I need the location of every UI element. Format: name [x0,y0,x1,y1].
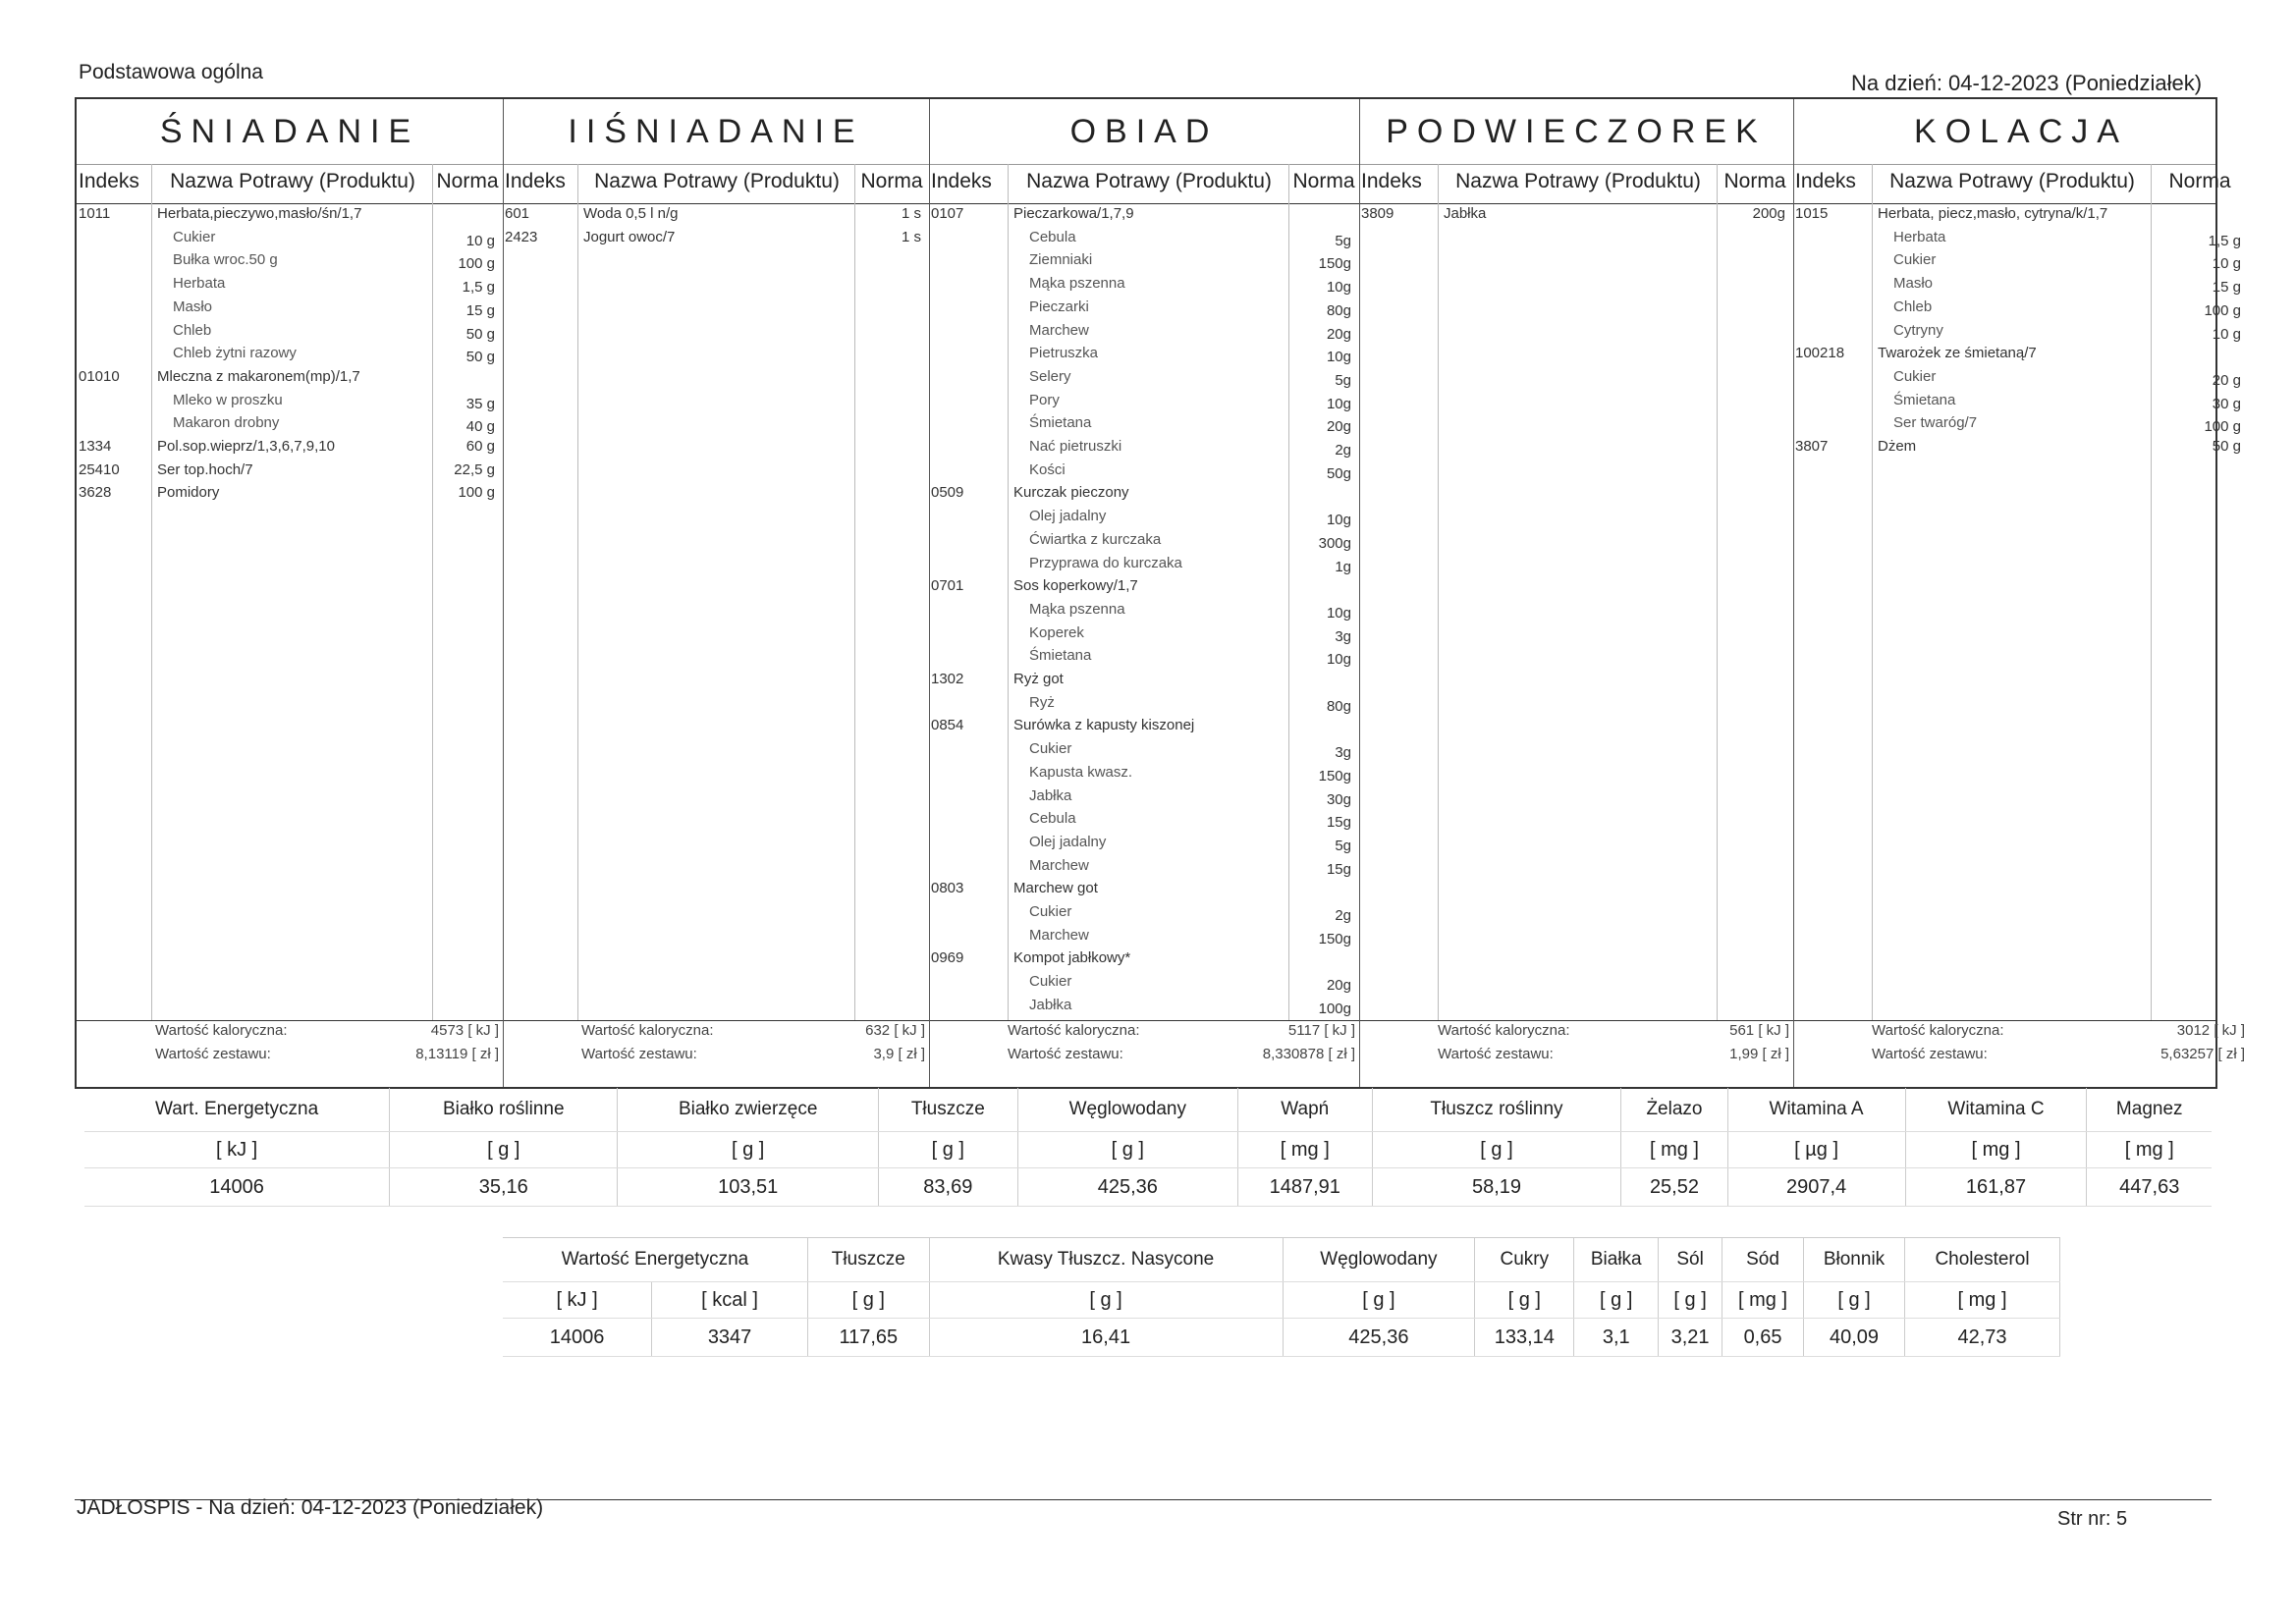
nutrient-value: 14006 [84,1168,390,1207]
nutrient-unit: [ g ] [1017,1132,1237,1168]
row-index: 25410 [79,460,120,478]
nutrient-header: Sól [1659,1238,1722,1282]
dish-norm: 2g [1335,442,1351,459]
dish-name: Marchew got [1013,880,1098,897]
nutrient-header: Cukry [1475,1238,1574,1282]
col-header-index: Indeks [505,170,566,192]
nutrient-header: Białko zwierzęce [618,1088,879,1132]
cost-value: 8,13119 [ zł ] [415,1046,499,1062]
nutrient-header: Żelazo [1621,1088,1727,1132]
col-header-index: Indeks [79,170,139,192]
dish-name: Bułka wroc.50 g [173,251,278,269]
nutrient-unit: [ g ] [1475,1282,1574,1319]
kcal-label: Wartość kaloryczna: [155,1022,288,1039]
dish-name: Herbata, piecz,masło, cytryna/k/1,7 [1878,205,2108,222]
dish-name: Marchew [1029,926,1089,944]
nutrient-unit: [ mg ] [1237,1132,1372,1168]
dish-name: Ryż got [1013,671,1064,687]
dish-name: Cukier [1029,973,1072,991]
dish-norm: 5g [1335,837,1351,854]
nutrient-header: Wapń [1237,1088,1372,1132]
dish-name: Makaron drobny [173,414,280,432]
page-number: Str nr: 5 [2057,1508,2128,1530]
row-index: 1015 [1795,205,1829,222]
nutrient-unit: [ mg ] [1722,1282,1804,1319]
col-header-norm: Norma [2168,170,2231,192]
cost-value: 3,9 [ zł ] [873,1046,925,1062]
col-header-index: Indeks [1795,170,1856,192]
dish-name: Pol.sop.wieprz/1,3,6,7,9,10 [157,438,335,455]
nutrient-unit: [ g ] [1804,1282,1905,1319]
dish-name: Cukier [1029,903,1072,920]
nutrient-value: 425,36 [1017,1168,1237,1207]
col-header-name: Nazwa Potrawy (Produktu) [1889,170,2135,192]
nutrient-unit: [ g ] [390,1132,618,1168]
dish-norm: 1,5 g [2208,232,2241,249]
row-index: 0107 [931,205,964,222]
row-index: 0969 [931,949,964,967]
kcal-label: Wartość kaloryczna: [1872,1022,2004,1039]
kcal-label: Wartość kaloryczna: [1008,1022,1140,1039]
col-header-norm: Norma [860,170,923,192]
report-date: Na dzień: 04-12-2023 (Poniedziałek) [1851,71,2203,95]
dish-name: Jabłka [1029,786,1072,804]
energy-header: Wartość Energetyczna [503,1238,808,1282]
nutrient-value: 16,41 [929,1319,1283,1357]
dish-name: Chleb żytni razowy [173,345,297,362]
dish-name: Dżem [1878,438,1917,455]
dish-name: Ćwiartka z kurczaka [1029,530,1162,548]
nutrient-value: 2907,4 [1727,1168,1905,1207]
dish-name: Cukier [1029,740,1072,758]
nutrient-unit: [ g ] [1574,1282,1659,1319]
dish-norm: 30g [1326,790,1351,808]
col-header-name: Nazwa Potrawy (Produktu) [1455,170,1701,192]
dish-norm: 80g [1326,301,1351,319]
report-type: Podstawowa ogólna [79,61,263,83]
dish-name: Koperek [1029,623,1084,641]
nutrient-value: 83,69 [879,1168,1018,1207]
kcal-value: 5117 [ kJ ] [1287,1022,1355,1039]
nutrient-unit: [ mg ] [1621,1132,1727,1168]
dish-name: Woda 0,5 l n/g [583,205,679,222]
nutrients-table-1 [84,1088,2212,1207]
dish-name: Chleb [1893,298,1933,315]
nutrients-table-2 [503,1237,2060,1357]
nutrient-value: 425,36 [1283,1319,1475,1357]
dish-name: Pietruszka [1029,345,1099,362]
nutrient-value: 25,52 [1621,1168,1727,1207]
dish-norm: 15 g [465,301,495,319]
nutrient-value: 40,09 [1804,1319,1905,1357]
nutrient-unit: [ mg ] [1905,1132,2087,1168]
dish-name: Masło [173,298,213,315]
meal-title: PODWIECZOREK [1386,113,1767,150]
col-header-name: Nazwa Potrawy (Produktu) [1026,170,1272,192]
row-index: 0803 [931,880,964,897]
cost-value: 1,99 [ zł ] [1729,1046,1789,1062]
nutrient-unit: [ g ] [1659,1282,1722,1319]
nutrient-value: 3,1 [1574,1319,1659,1357]
nutrient-value: 42,73 [1905,1319,2060,1357]
dish-name: Cukier [173,228,216,245]
nutrient-value: 161,87 [1905,1168,2087,1207]
dish-norm: 40 g [465,418,495,436]
dish-norm: 30 g [2212,395,2241,412]
dish-name: Marchew [1029,856,1089,874]
dish-name: Ser twaróg/7 [1893,414,1978,432]
nutrient-value: 103,51 [618,1168,879,1207]
row-index: 1302 [931,671,964,687]
dish-norm: 35 g [465,395,495,412]
kcal-label: Wartość kaloryczna: [1438,1022,1570,1039]
nutrient-header: Witamina A [1727,1088,1905,1132]
dish-name: Cebula [1029,810,1076,828]
row-index: 3807 [1795,438,1829,455]
dish-norm: 50g [1326,464,1351,482]
footer-title: JADŁOSPIS - Na dzień: 04-12-2023 (Poniedziałek) [77,1496,544,1519]
nutrient-unit: [ g ] [1372,1132,1621,1168]
dish-name: Herbata [1893,228,1946,245]
dish-name: Pieczarkowa/1,7,9 [1013,205,1134,222]
dish-name: Śmietana [1029,414,1092,432]
dish-norm: 50 g [465,349,495,366]
dish-name: Herbata [173,275,226,293]
cost-label: Wartość zestawu: [1008,1046,1123,1062]
dish-name: Ryż [1029,693,1055,711]
nutrient-unit: [ mg ] [1905,1282,2060,1319]
dish-norm: 1g [1335,558,1351,575]
dish-name: Masło [1893,275,1934,293]
dish-name: Pieczarki [1029,298,1089,315]
dish-norm: 3g [1335,627,1351,645]
dish-name: Cukier [1893,367,1937,385]
nutrient-value: 3347 [652,1319,808,1357]
nutrient-unit: [ mg ] [2087,1132,2212,1168]
dish-name: Przyprawa do kurczaka [1029,554,1182,571]
nutrient-header: Białko roślinne [390,1088,618,1132]
dish-norm: 15g [1326,860,1351,878]
dish-name: Herbata,pieczywo,masło/śn/1,7 [157,205,362,222]
dish-name: Ziemniaki [1029,251,1093,269]
dish-name: Sos koperkowy/1,7 [1013,577,1138,595]
dish-name: Jogurt owoc/7 [583,228,676,245]
nutrient-header: Cholesterol [1905,1238,2060,1282]
nutrient-header: Tłuszcze [808,1238,930,1282]
row-index: 0509 [931,484,964,502]
nutrient-unit: [ kJ ] [84,1132,390,1168]
dish-norm: 20g [1326,325,1351,343]
dish-name: Ser top.hoch/7 [157,460,253,478]
dish-name: Cukier [1893,251,1937,269]
row-index: 01010 [79,367,120,385]
dish-name: Twarożek ze śmietaną/7 [1878,345,2037,362]
dish-name: Pory [1029,391,1060,408]
dish-norm: 20 g [2212,371,2241,389]
row-index: 1011 [79,205,111,222]
col-header-name: Nazwa Potrawy (Produktu) [170,170,415,192]
row-index: 0701 [931,577,964,595]
col-header-norm: Norma [1292,170,1355,192]
nutrient-header: Witamina C [1905,1088,2087,1132]
nutrient-unit: [ g ] [929,1282,1283,1319]
dish-norm: 1 s [901,228,921,245]
dish-name: Mąka pszenna [1029,275,1125,293]
col-header-norm: Norma [1723,170,1786,192]
meal-plan-table [75,97,2245,1089]
cost-label: Wartość zestawu: [1872,1046,1988,1062]
dish-name: Śmietana [1029,647,1092,665]
dish-norm: 10g [1326,604,1351,622]
dish-name: Kapusta kwasz. [1029,763,1133,781]
nutrient-header: Wart. Energetyczna [84,1088,390,1132]
nutrient-value: 58,19 [1372,1168,1621,1207]
nutrient-value: 3,21 [1659,1319,1722,1357]
dish-norm: 5g [1335,232,1351,249]
row-index: 3809 [1361,205,1394,222]
dish-name: Chleb [173,321,212,339]
nutrient-value: 133,14 [1475,1319,1574,1357]
row-index: 0854 [931,717,964,734]
dish-norm: 15g [1326,814,1351,832]
col-header-name: Nazwa Potrawy (Produktu) [594,170,840,192]
col-header-index: Indeks [931,170,992,192]
dish-norm: 3g [1335,744,1351,762]
dish-norm: 5g [1335,371,1351,389]
nutrient-header: Kwasy Tłuszcz. Nasycone [929,1238,1283,1282]
dish-norm: 60 g [465,438,495,455]
nutrient-header: Tłuszcze [879,1088,1018,1132]
nutrient-unit: [ kcal ] [652,1282,808,1319]
kcal-label: Wartość kaloryczna: [581,1022,714,1039]
nutrient-unit: [ g ] [879,1132,1018,1168]
dish-name: Kości [1029,460,1066,478]
dish-norm: 100 g [458,255,495,273]
dish-norm: 10 g [465,232,495,249]
nutrient-header: Sód [1722,1238,1804,1282]
nutrient-unit: [ g ] [618,1132,879,1168]
dish-norm: 100g [1318,1000,1351,1017]
dish-name: Selery [1029,367,1071,385]
dish-norm: 10 g [2212,255,2241,273]
dish-norm: 15 g [2212,279,2241,297]
dish-norm: 10g [1326,349,1351,366]
kcal-value: 632 [ kJ ] [865,1022,925,1039]
row-index: 3628 [79,484,112,502]
cost-value: 5,63257 [ zł ] [2160,1046,2245,1062]
dish-name: Marchew [1029,321,1089,339]
dish-norm: 150g [1318,255,1351,273]
cost-label: Wartość zestawu: [155,1046,271,1062]
dish-norm: 100 g [2204,301,2241,319]
dish-name: Kurczak pieczony [1013,484,1129,502]
meal-title: ŚNIADANIE [159,113,420,150]
nutrient-header: Magnez [2087,1088,2212,1132]
nutrient-value: 1487,91 [1237,1168,1372,1207]
dish-norm: 150g [1318,930,1351,947]
dish-name: Mąka pszenna [1029,600,1125,618]
dish-name: Cytryny [1893,321,1943,339]
kcal-value: 561 [ kJ ] [1729,1022,1789,1039]
kcal-value: 4573 [ kJ ] [430,1022,499,1039]
row-index: 2423 [505,228,538,245]
cost-label: Wartość zestawu: [1438,1046,1554,1062]
dish-name: Pomidory [157,484,220,502]
nutrient-header: Tłuszcz roślinny [1372,1088,1621,1132]
dish-norm: 100 g [2204,418,2241,436]
nutrient-unit: [ µg ] [1727,1132,1905,1168]
nutrient-header: Białka [1574,1238,1659,1282]
dish-norm: 1 s [901,205,921,222]
nutrient-unit: [ g ] [1283,1282,1475,1319]
nutrient-value: 117,65 [808,1319,930,1357]
meal-title: IIŚNIADANIE [568,113,864,150]
dish-norm: 20g [1326,977,1351,995]
dish-name: Mleczna z makaronem(mp)/1,7 [157,367,360,385]
nutrient-header: Błonnik [1804,1238,1905,1282]
kcal-value: 3012 [ kJ ] [2176,1022,2245,1039]
col-header-norm: Norma [436,170,499,192]
nutrient-unit: [ g ] [808,1282,930,1319]
dish-name: Cebula [1029,228,1076,245]
nutrient-header: Węglowodany [1017,1088,1237,1132]
dish-norm: 10 g [2212,325,2241,343]
nutrient-value: 0,65 [1722,1319,1804,1357]
dish-name: Kompot jabłkowy* [1013,949,1131,967]
cost-value: 8,330878 [ zł ] [1262,1046,1355,1062]
meal-title: OBIAD [1069,113,1219,150]
nutrient-value: 14006 [503,1319,652,1357]
dish-name: Nać pietruszki [1029,438,1122,455]
dish-norm: 300g [1318,534,1351,552]
dish-norm: 10g [1326,395,1351,412]
dish-name: Olej jadalny [1029,508,1107,525]
dish-norm: 22,5 g [454,460,495,478]
dish-name: Jabłka [1444,205,1487,222]
dish-norm: 1,5 g [462,279,495,297]
nutrient-unit: [ kJ ] [503,1282,652,1319]
dish-name: Mleko w proszku [173,391,283,408]
nutrient-value: 35,16 [390,1168,618,1207]
dish-norm: 50 g [2212,438,2241,455]
dish-name: Olej jadalny [1029,833,1107,850]
dish-norm: 2g [1335,907,1351,924]
meal-title: KOLACJA [1914,113,2128,150]
dish-norm: 10g [1326,512,1351,529]
dish-norm: 200g [1752,205,1785,222]
dish-name: Jabłka [1029,996,1072,1013]
dish-norm: 100 g [458,484,495,502]
dish-norm: 20g [1326,418,1351,436]
dish-norm: 10g [1326,651,1351,669]
dish-norm: 50 g [465,325,495,343]
row-index: 100218 [1795,345,1845,362]
row-index: 1334 [79,438,112,455]
cost-label: Wartość zestawu: [581,1046,697,1062]
nutrient-value: 447,63 [2087,1168,2212,1207]
dish-name: Śmietana [1893,391,1956,408]
col-header-index: Indeks [1361,170,1422,192]
dish-norm: 10g [1326,279,1351,297]
dish-name: Surówka z kapusty kiszonej [1013,717,1195,734]
dish-norm: 150g [1318,767,1351,784]
nutrient-header: Węglowodany [1283,1238,1475,1282]
dish-norm: 80g [1326,697,1351,715]
row-index: 601 [505,205,530,222]
